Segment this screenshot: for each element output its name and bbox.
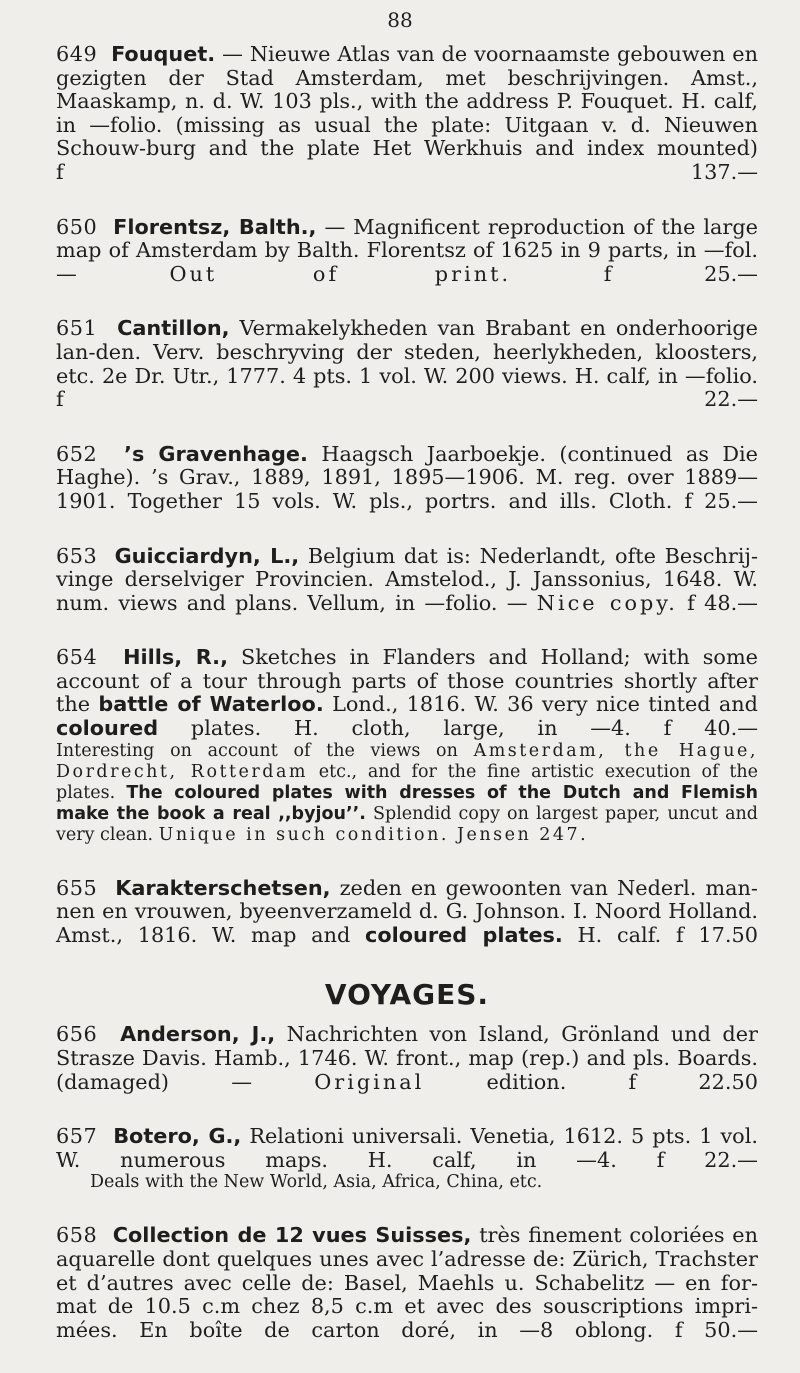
note-spaced-text: Unique in such condition. Jensen 247. [158,824,589,845]
note-bold-text: The coloured plates with dresses of the Dutch and Flemish make the book a real ,,byjou’’. [56,782,758,824]
page-content [56,43,758,1373]
entry-description: Relationi universali. Venetia, 1612. 5 pts. 1 vol. W. numerous maps. H. calf, in —4. [56,1124,758,1172]
entry-bold-phrase: coloured [56,716,159,741]
entry-price: f 22.— [56,387,758,412]
entry-number: 658 [56,1223,98,1248]
entry-price: f 22.— [656,1147,758,1172]
entry-author: Karakterschetsen, [115,875,331,900]
entry-price: f 50.— [674,1317,758,1342]
page-number: 88 [387,8,413,32]
entry-author: Florentsz, Balth., [113,214,317,239]
entry-description: — Nieuwe Atlas van de voornaamste gebouwen en gezigten der Stad Amsterdam, met beschrijvingen. Amst., Maaskamp, n. d. W. 103 pls., with the address P. Fouquet. H. calf, in —folio. (missing as usual the plate: Uitgaan v. d. Nieuwen Schouw-burg and the plate Het Werkhuis and index mounted) [56,42,758,161]
entry-description: très finement coloriées en aquarelle dont quelques unes avec l’adresse de: Zürich, Trachster et d’autres avec celle de: Basel, Maehls u. Schabelitz — en for-mat de 10.5 c.m chez 8,5 c.m et avec des souscriptions impri-mées. En boîte de carton doré, in —8 oblong. [56,1223,758,1342]
entry-bold-phrase: battle of Waterloo. [98,692,324,717]
note-text: etc., and for the fine artistic execution of the plates. [56,761,758,803]
entry-description: zeden en gewoonten van Nederl. man-nen en vrouwen, byeenverzameld d. G. Johnson. I. Noord Holland. Amst., 1816. W. map and [56,875,758,947]
entry-description: Lond., 1816. W. 36 very nice tinted and [332,692,758,717]
entry-description: Sketches in Flanders and Holland; with some account of a tour through parts of those countries shortly after the [56,645,758,717]
entry-number: 652 [56,441,98,466]
catalogue-entry [56,216,758,287]
catalogue-entry [56,317,758,411]
entry-price: f 22.50 [628,1069,758,1094]
entry-author: Fouquet. [111,42,216,66]
catalogue-entry [56,443,758,514]
entry-description: edition. [486,1069,567,1094]
entry-author: Collection de 12 vues Suisses, [112,1223,472,1248]
catalogue-entry [56,1125,758,1193]
entry-price: f 40.— [663,716,758,741]
catalogue-entry [56,877,758,948]
entry-price: f 48.— [687,590,758,615]
entry-number: 657 [56,1124,98,1149]
entry-note: Deals with the New World, Asia, Africa, China, etc. [90,1172,543,1193]
entry-author: Anderson, J., [120,1022,276,1047]
entry-author: Cantillon, [117,316,230,341]
entry-number: 655 [56,875,98,900]
entry-description: plates. H. cloth, large, in —4. [190,716,631,741]
catalogue-entry [56,43,758,185]
entry-author: Guicciardyn, L., [114,543,300,568]
entry-description: — Magnificent reproduction of the large map of Amsterdam by Balth. Florentsz of 1625 in 9 parts, in —fol. — [56,214,758,286]
entry-number: 650 [56,214,98,239]
catalogue-entry [56,1023,758,1094]
entry-description: Vermakelykheden van Brabant en onderhoorige lan-den. Verv. beschryving der steden, heerlykheden, kloosters, etc. 2e Dr. Utr., 1777. 4 pts. 1 vol. W. 200 views. H. calf, in —folio. [56,316,758,388]
entry-author: Hills, R., [123,645,228,670]
section-heading: VOYAGES. [324,978,490,1012]
note-text: Interesting on account of the views on [56,740,458,761]
catalogue-entry [56,1224,758,1342]
entry-number: 654 [56,645,98,670]
entry-description: Belgium dat is: Nederlandt, ofte Beschrij-vinge derselviger Provincien. Amstelod., J. Janssonius, 1648. W. num. views and plans. Vellum, in —folio. — [56,543,758,615]
entry-number: 656 [56,1022,98,1047]
entry-number: 649 [56,42,98,66]
note-text: Splendid copy on largest paper, uncut and very clean. [56,803,758,845]
entry-number: 651 [56,316,98,341]
entry-author: Botero, G., [113,1124,242,1149]
entry-price: f 25.— [684,488,758,513]
entry-spaced-remark: Nice copy. [536,590,678,615]
entry-description: Nachrichten von Island, Grönland und der Strasze Davis. Hamb., 1746. W. front., map (rep.) and pls. Boards. (damaged) — [56,1022,758,1094]
entry-author: ’s Gravenhage. [124,441,308,466]
entry-price: f 17.50 [676,922,758,947]
entry-description: H. calf. [577,922,662,947]
entry-spaced-remark: Out of print. [169,261,512,286]
entry-bold-phrase: coloured plates. [365,922,563,947]
entry-spaced-remark: Original [314,1069,425,1094]
entry-description: Haagsch Jaarboekje. (continued as Die Haghe). ’s Grav., 1889, 1891, 1895—1906. M. reg. over 1889— 1901. Together 15 vols. W. pls., portrs. and ills. Cloth. [56,441,758,513]
catalogue-entry [56,646,758,845]
entry-number: 653 [56,543,98,568]
entry-price: f 25.— [603,261,758,286]
catalogue-entry [56,545,758,616]
entry-note [56,741,758,846]
entry-price: f 137.— [56,159,758,184]
note-spaced-text: Amsterdam, the Hague, Dordrecht, Rotterdam [56,740,758,782]
